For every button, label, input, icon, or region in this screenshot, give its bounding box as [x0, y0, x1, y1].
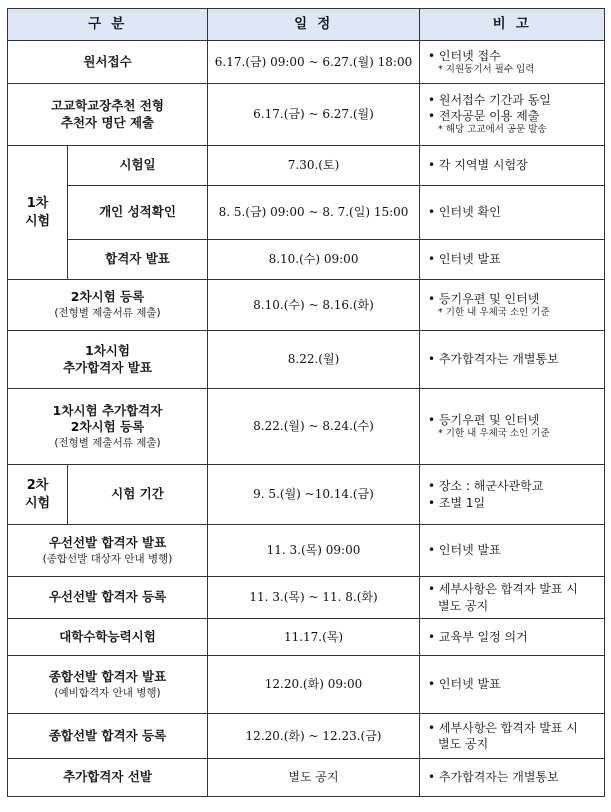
row-remarks: • 장소 : 해군사관학교 • 조별 1일 [420, 465, 605, 525]
table-row [8, 577, 605, 619]
row-date: 8.22.(월) ~ 8.24.(수) [208, 389, 420, 465]
table-row [8, 146, 605, 186]
row-label: 1차시험 추가합격자 발표 [8, 331, 208, 389]
row-label: 2차시험 등록 (전형별 제출서류 제출) [8, 280, 208, 331]
table-row [8, 619, 605, 656]
row-remarks: • 세부사항은 합격자 발표 시 별도 공지 [420, 714, 605, 759]
row-label: 우선선발 합격자 등록 [8, 577, 208, 619]
row-remarks: • 등기우편 및 인터넷 * 기한 내 우체국 소인 기준 [420, 280, 605, 331]
table-row [8, 186, 605, 240]
table-row [8, 465, 605, 525]
row-date: 7.30.(토) [208, 146, 420, 186]
row-date: 별도 공지 [208, 759, 420, 797]
row-label: 종합선발 합격자 등록 [8, 714, 208, 759]
table-row [8, 389, 605, 465]
row-date: 8.10.(수) 09:00 [208, 240, 420, 280]
row-date: 6.17.(금) ~ 6.27.(월) [208, 84, 420, 146]
header-category: 구 분 [8, 9, 208, 41]
row-label: 우선선발 합격자 발표 (종합선발 대상자 안내 병행) [8, 525, 208, 577]
table-row [8, 714, 605, 759]
row-label: 대학수학능력시험 [8, 619, 208, 656]
row-label: 1차시험 추가합격자 2차시험 등록 (전형별 제출서류 제출) [8, 389, 208, 465]
row-label: 추가합격자 선발 [8, 759, 208, 797]
row-remarks: • 인터넷 접수 * 지원동기서 필수 입력 [420, 41, 605, 84]
table-row [8, 656, 605, 714]
row-remarks: • 등기우편 및 인터넷 * 기한 내 우체국 소인 기준 [420, 389, 605, 465]
row-date: 11. 3.(목) 09:00 [208, 525, 420, 577]
table-row [8, 84, 605, 146]
row-remarks: • 교육부 일정 의거 [420, 619, 605, 656]
row-remarks: • 세부사항은 합격자 발표 시 별도 공지 [420, 577, 605, 619]
row-remarks: • 인터넷 발표 [420, 240, 605, 280]
row-date: 8.10.(수) ~ 8.16.(화) [208, 280, 420, 331]
group-label-second-exam: 2차 시험 [8, 465, 68, 525]
table-row [8, 525, 605, 577]
table-row [8, 41, 605, 84]
row-label: 종합선발 합격자 발표 (예비합격자 안내 병행) [8, 656, 208, 714]
row-remarks: • 원서접수 기간과 동일 • 전자공문 이용 제출 * 해당 고교에서 공문 발송 [420, 84, 605, 146]
group-label-first-exam: 1차 시험 [8, 146, 68, 280]
row-remarks: • 인터넷 발표 [420, 656, 605, 714]
row-date: 6.17.(금) 09:00 ~ 6.27.(월) 18:00 [208, 41, 420, 84]
row-remarks: • 인터넷 확인 [420, 186, 605, 240]
row-date: 11.17.(목) [208, 619, 420, 656]
table-row [8, 280, 605, 331]
row-label: 개인 성적확인 [68, 186, 208, 240]
row-date: 9. 5.(월) ~10.14.(금) [208, 465, 420, 525]
row-remarks: • 인터넷 발표 [420, 525, 605, 577]
schedule-table [7, 8, 605, 797]
row-label: 고교학교장추천 전형 추천자 명단 제출 [8, 84, 208, 146]
row-label: 시험 기간 [68, 465, 208, 525]
row-date: 8.22.(월) [208, 331, 420, 389]
row-remarks: • 추가합격자는 개별통보 [420, 759, 605, 797]
row-date: 12.20.(화) 09:00 [208, 656, 420, 714]
row-date: 12.20.(화) ~ 12.23.(금) [208, 714, 420, 759]
row-label: 원서접수 [8, 41, 208, 84]
table-row [8, 759, 605, 797]
table-row [8, 240, 605, 280]
header-row [8, 9, 605, 41]
row-date: 8. 5.(금) 09:00 ~ 8. 7.(일) 15:00 [208, 186, 420, 240]
table-row [8, 331, 605, 389]
header-schedule: 일 정 [208, 9, 420, 41]
row-label: 합격자 발표 [68, 240, 208, 280]
header-remarks: 비 고 [420, 9, 605, 41]
row-date: 11. 3.(목) ~ 11. 8.(화) [208, 577, 420, 619]
row-remarks: • 각 지역별 시험장 [420, 146, 605, 186]
row-remarks: • 추가합격자는 개별통보 [420, 331, 605, 389]
row-label: 시험일 [68, 146, 208, 186]
